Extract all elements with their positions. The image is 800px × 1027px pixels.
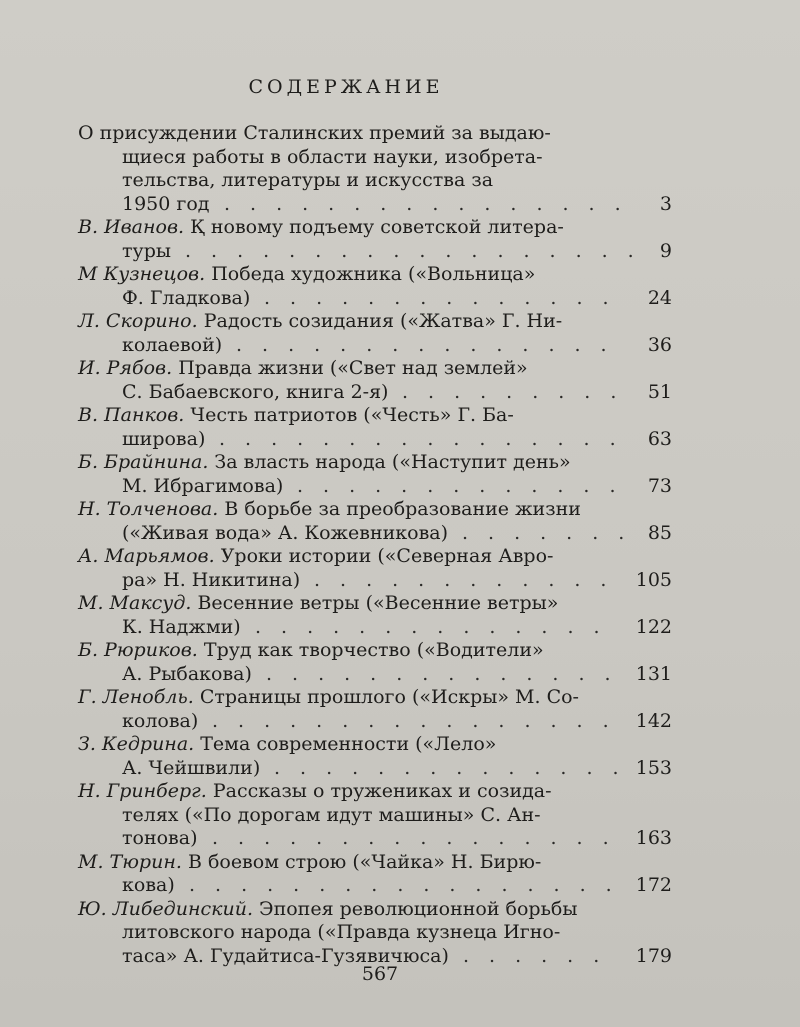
- toc-entry-title: О присуждении Сталинских премий за выдаю-: [78, 122, 551, 144]
- toc-entry: [78, 733, 672, 780]
- toc-leader-dots: ..................: [185, 239, 654, 262]
- toc-entry-text: [78, 592, 558, 616]
- toc-entry-text: [78, 357, 528, 381]
- toc-entry: [78, 850, 672, 898]
- toc-entry-line: [78, 780, 668, 804]
- toc-entry-text: [78, 404, 514, 428]
- toc-entry-author: Б. Рюриков.: [78, 639, 198, 661]
- toc-entry-title: За власть народа («Наступит день»: [214, 451, 571, 473]
- toc-entry-author: Л. Скорино.: [78, 310, 198, 332]
- toc-entry-line: [78, 404, 668, 428]
- toc-entry-page: 73: [647, 474, 672, 497]
- toc-entry: [78, 404, 672, 451]
- toc-entry-line: [78, 474, 672, 499]
- toc-entry-line: [78, 310, 668, 334]
- toc-entry-title: К. Наджми): [122, 615, 241, 638]
- toc-entry-line: [78, 874, 672, 898]
- toc-entry-title: В боевом строю («Чайка» Н. Бирю-: [187, 850, 542, 873]
- toc-leader-dots: ...............: [236, 333, 627, 356]
- toc-entry-text: [122, 428, 205, 452]
- toc-entry-title: туры: [122, 239, 171, 262]
- toc-entry-title: Весенние ветры («Весенние ветры»: [197, 592, 559, 614]
- toc-leader-dots: ................: [219, 427, 636, 450]
- toc-entry-author: Б. Брайнина.: [78, 451, 209, 473]
- toc-entry-line: [78, 686, 668, 710]
- toc-entry-text: [122, 240, 171, 264]
- toc-leader-dots: ..............: [274, 756, 639, 779]
- toc-entry-line: [78, 498, 668, 522]
- page-title: СОДЕРЖАНИЕ: [248, 76, 444, 98]
- toc-entry-title: Тема современности («Лело»: [200, 733, 497, 755]
- toc-entry-title: телях («По дорогам идут машины» С. Ан-: [122, 803, 541, 826]
- toc-leader-dots: ..............: [264, 286, 629, 309]
- toc-leader-dots: ............: [314, 568, 627, 591]
- toc-entry-title: М. Ибрагимова): [122, 474, 284, 497]
- toc-entry: [78, 897, 672, 969]
- toc-entry: [78, 357, 672, 404]
- toc-entry-page: 85: [647, 521, 672, 544]
- toc-entry-line: [78, 333, 672, 358]
- toc-entry-author: Н. Гринберг.: [78, 780, 207, 802]
- toc-entry-text: [122, 921, 560, 945]
- toc-entry-text: [122, 334, 222, 358]
- toc-leader-dots: ......: [463, 944, 620, 967]
- toc-leader-dots: .............: [297, 474, 636, 497]
- toc-entry: [78, 310, 672, 357]
- toc-entry-title: Правда жизни («Свет над землей»: [178, 357, 528, 379]
- toc-entry-line: [78, 756, 672, 781]
- toc-entry-page: 163: [635, 827, 672, 849]
- toc-entry-line: [78, 380, 672, 405]
- toc-entry-line: [78, 568, 672, 593]
- toc-entry-title: А. Чейшвили): [122, 756, 261, 779]
- toc-entry-line: [78, 192, 672, 217]
- toc-entry-text: [78, 216, 564, 240]
- toc-entry-line: [78, 851, 668, 875]
- toc-entry-text: [122, 710, 198, 734]
- toc-entry-author: Ю. Либединский.: [78, 897, 253, 920]
- toc-entry-page: 63: [647, 427, 672, 450]
- toc-entry: [78, 451, 672, 498]
- toc-entry-page: 179: [635, 944, 672, 967]
- toc-entry-text: [122, 569, 300, 593]
- toc-entry-title: А. Рыбакова): [122, 662, 252, 685]
- toc-entry-page: 9: [659, 239, 672, 262]
- toc-entry-line: [78, 122, 668, 146]
- toc-entry-line: [78, 592, 668, 616]
- toc-entry-author: Г. Ленобль.: [78, 686, 194, 708]
- toc-entry-text: [78, 263, 535, 287]
- toc-entry-line: [78, 615, 672, 640]
- toc-entry-author: М. Максуд.: [78, 592, 192, 614]
- toc-entry-page: 51: [647, 380, 672, 403]
- toc-entry-line: [78, 662, 672, 687]
- toc-entry-line: [78, 286, 672, 311]
- toc-entry-text: [78, 898, 578, 922]
- toc-leader-dots: .......: [462, 521, 645, 544]
- toc-entry-line: [78, 639, 668, 663]
- toc-leader-dots: ................: [212, 827, 629, 849]
- toc-entry-text: [122, 827, 198, 851]
- toc-entry-title: 1950 год: [122, 192, 210, 215]
- toc-entry-page: 122: [635, 615, 672, 638]
- toc-entry-line: [78, 216, 668, 240]
- toc-entry-title: С. Бабаевского, книга 2-я): [122, 380, 389, 403]
- toc-entry-text: [78, 639, 544, 663]
- toc-entry-title: В борьбе за преобразование жизни: [224, 498, 581, 520]
- toc-entry-title: широва): [122, 427, 206, 450]
- toc-entry: [78, 639, 672, 686]
- toc-entry-title: Рассказы о тружениках и созида-: [212, 780, 552, 802]
- toc-entry-page: 142: [635, 709, 672, 732]
- toc-entry-line: [78, 827, 672, 851]
- page-number: 567: [361, 963, 399, 985]
- toc-entry-title: ра» Н. Никитина): [122, 568, 301, 591]
- toc-entry: [78, 263, 672, 310]
- toc-entry: [78, 122, 672, 216]
- toc-entry-author: М Кузнецов.: [78, 263, 206, 285]
- toc-entry-text: [78, 686, 579, 710]
- toc-entry-author: В. Иванов.: [78, 216, 185, 238]
- toc-entry-text: [122, 193, 210, 217]
- toc-entry-text: [78, 780, 552, 804]
- toc-entry-line: [78, 921, 668, 945]
- toc-entry-text: [122, 169, 493, 193]
- toc-entry: [78, 686, 672, 733]
- toc-entry-text: [122, 381, 388, 405]
- toc-entry-page: 24: [647, 286, 672, 309]
- toc-entry-author: А. Марьямов.: [78, 545, 215, 567]
- toc-entry-line: [78, 733, 668, 757]
- toc-entry-title: таса» А. Гудайтиса-Гузявичюса): [122, 944, 449, 967]
- toc-entry-text: [122, 146, 543, 170]
- toc-entry-line: [78, 709, 672, 734]
- toc-entry-text: [122, 757, 260, 781]
- toc-entry-text: [122, 616, 241, 640]
- toc-leader-dots: .................: [189, 874, 632, 896]
- toc-entry-line: [78, 239, 672, 264]
- toc-entry-line: [78, 427, 672, 452]
- toc-entry-title: Честь патриотов («Честь» Г. Ба-: [190, 404, 514, 426]
- table-of-contents: [78, 122, 672, 968]
- toc-entry-page: 153: [635, 756, 672, 779]
- toc-entry-line: [78, 169, 668, 193]
- toc-entry-page: 36: [647, 333, 672, 356]
- toc-entry-page: 172: [635, 874, 672, 896]
- toc-entry: [78, 592, 672, 639]
- toc-entry-page: 131: [635, 662, 672, 685]
- toc-leader-dots: ..............: [255, 615, 620, 638]
- toc-entry-title: Қ новому подъему советской литера-: [190, 216, 564, 238]
- toc-entry: [78, 545, 672, 592]
- toc-entry-title: Труд как творчество («Водители»: [203, 639, 544, 661]
- toc-entry-title: Страницы прошлого («Искры» М. Со-: [199, 686, 579, 708]
- toc-entry-text: [78, 733, 496, 757]
- toc-entry-title: литовского народа («Правда кузнеца Игно-: [122, 921, 561, 943]
- toc-entry-page: 3: [659, 192, 672, 215]
- toc-entry-line: [78, 263, 668, 287]
- toc-entry-line: [78, 146, 668, 170]
- toc-entry-title: («Живая вода» А. Кожевникова): [122, 521, 449, 544]
- toc-entry-author: М. Тюрин.: [78, 850, 182, 873]
- toc-entry-line: [78, 545, 668, 569]
- toc-entry-text: [122, 663, 252, 687]
- toc-entry-title: Эпопея революционной борьбы: [259, 897, 578, 920]
- toc-entry-title: тельства, литературы и искусства за: [122, 169, 494, 191]
- toc-entry-text: [78, 851, 541, 875]
- toc-entry-author: З. Кедрина.: [78, 733, 195, 755]
- toc-leader-dots: ................: [212, 709, 629, 732]
- toc-entry-title: кова): [122, 874, 175, 896]
- toc-entry-title: Ф. Гладкова): [122, 286, 251, 309]
- toc-entry: [78, 216, 672, 263]
- toc-leader-dots: ................: [224, 192, 641, 215]
- toc-entry-title: Радость созидания («Жатва» Г. Ни-: [203, 310, 563, 332]
- toc-entry-text: [122, 804, 541, 828]
- toc-entry-title: тонова): [122, 827, 198, 849]
- toc-entry-text: [122, 522, 448, 546]
- toc-entry-line: [78, 357, 668, 381]
- toc-entry-text: [78, 451, 571, 475]
- toc-entry-text: [78, 122, 551, 146]
- toc-entry: [78, 498, 672, 545]
- toc-entry-line: [78, 898, 668, 922]
- toc-entry-text: [122, 287, 250, 311]
- toc-entry-text: [78, 545, 553, 569]
- toc-leader-dots: ..............: [266, 662, 631, 685]
- toc-entry-author: Н. Толченова.: [78, 498, 219, 520]
- toc-entry-line: [78, 521, 672, 546]
- toc-entry-title: Победа художника («Вольница»: [211, 263, 536, 285]
- toc-entry-title: колаевой): [122, 333, 223, 356]
- toc-entry-title: Уроки истории («Северная Авро-: [220, 545, 554, 567]
- toc-entry-text: [78, 310, 562, 334]
- toc-entry-text: [122, 874, 175, 898]
- toc-leader-dots: .........: [402, 380, 637, 403]
- toc-entry-line: [78, 451, 668, 475]
- toc-entry-text: [78, 498, 581, 522]
- toc-entry-title: щиеся работы в области науки, изобрета-: [122, 145, 543, 168]
- toc-entry-line: [78, 804, 668, 828]
- toc-entry-title: колова): [122, 709, 199, 732]
- toc-entry: [78, 780, 672, 851]
- toc-entry-author: В. Панков.: [78, 404, 185, 426]
- toc-entry-author: И. Рябов.: [78, 357, 173, 379]
- toc-entry-text: [122, 475, 283, 499]
- toc-entry-page: 105: [635, 568, 672, 591]
